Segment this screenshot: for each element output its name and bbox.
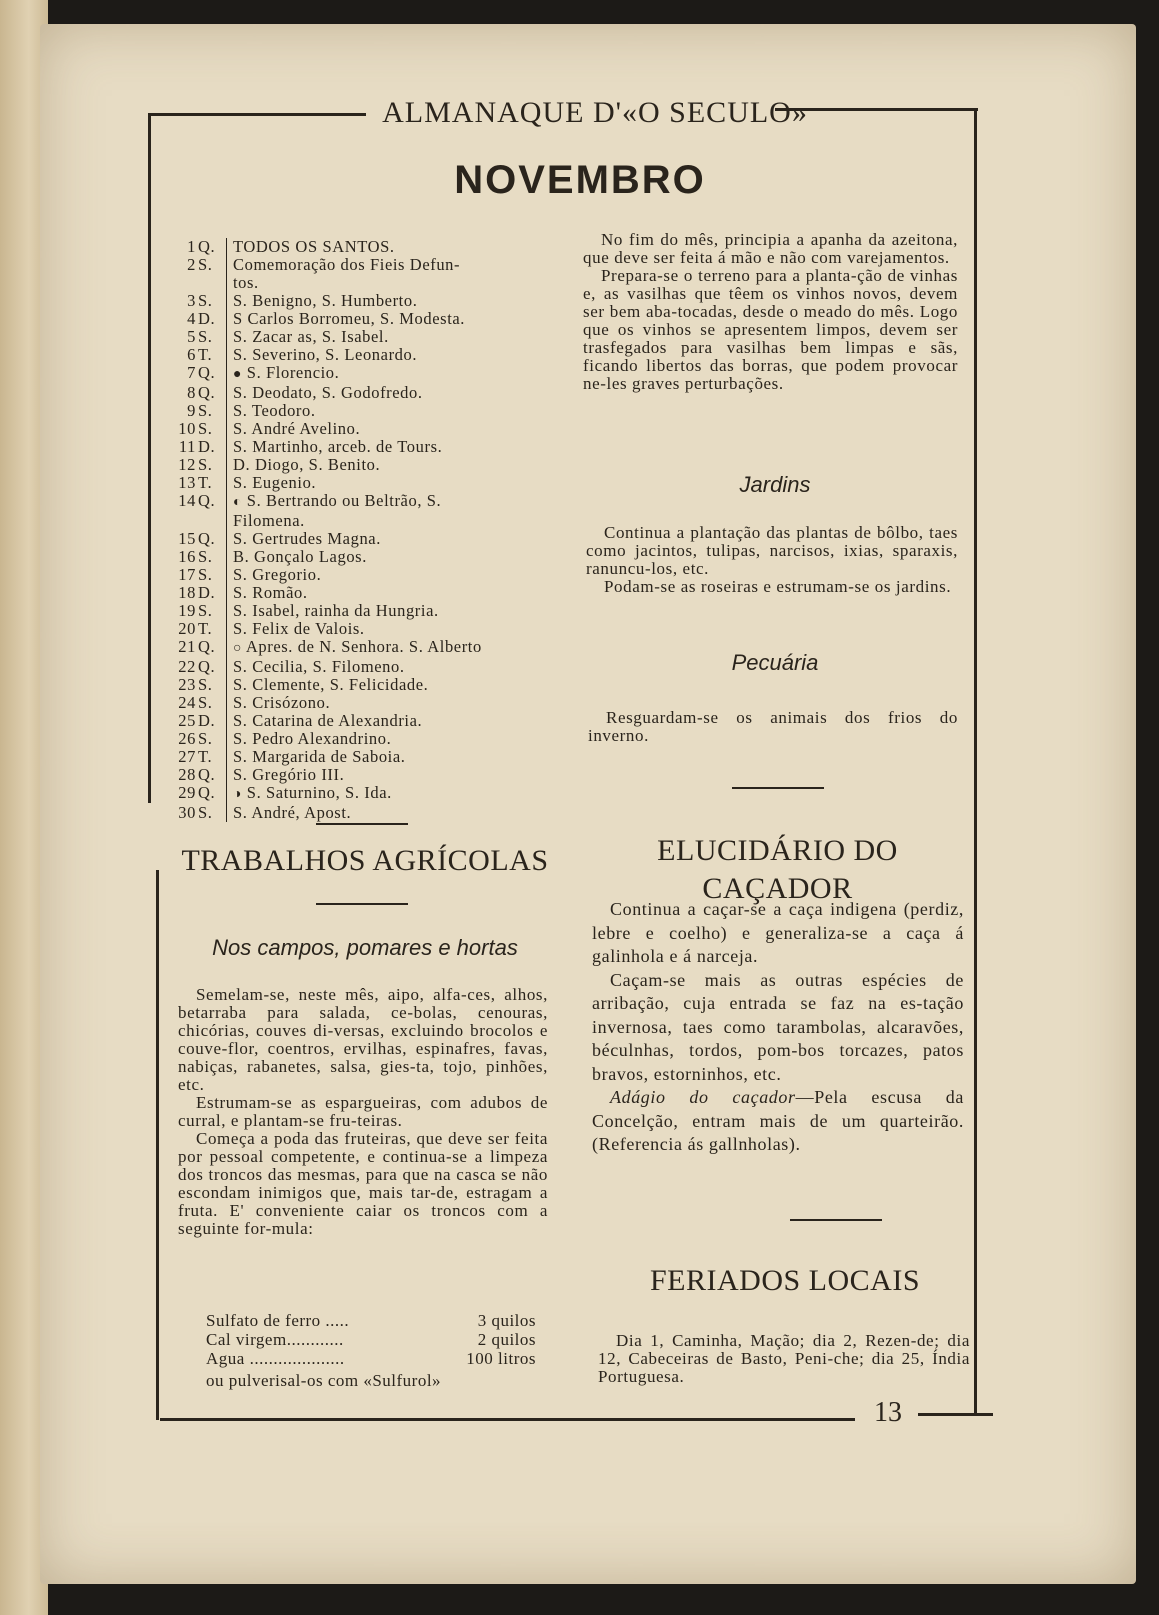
calendar-row: [168, 730, 588, 748]
frame-bottom-right: [918, 1413, 993, 1416]
calendar-weekday: S.: [196, 730, 227, 748]
recipe-item: Cal virgem............: [206, 1330, 344, 1349]
saint-name: S. Saturnino, S. Ida.: [246, 783, 392, 802]
calendar-weekday: Q.: [196, 364, 227, 384]
divider-left-2: [316, 903, 408, 905]
calendar-row: [168, 438, 588, 456]
calendar-weekday: Q.: [196, 238, 227, 256]
calendar-row: [168, 766, 588, 784]
saint-name: S. Teodoro.: [233, 401, 316, 420]
frame-left-lower: [156, 870, 159, 1420]
saint-name: S. Margarida de Saboia.: [233, 747, 406, 766]
calendar-saint: [227, 548, 588, 566]
calendar-weekday: S.: [196, 804, 227, 822]
harvest-paragraph-2: Prepara-se o terreno para a planta-ção de vinhas e, as vasilhas que têem os vinhos novos, devem ser bem aba-tocadas, desde o meado do mês. Logo que os vinhos se apresentem limpos, devem ser trasfegados para vasilhas bem limpas e sãs, ficando libertos das borras, que podem provocar ne-les graves perturbações.: [583, 266, 958, 393]
saint-name: S. Gertrudes Magna.: [233, 529, 381, 548]
calendar-saint: [227, 474, 588, 492]
calendar-day: 16: [178, 547, 196, 566]
calendar-saint: [227, 420, 588, 438]
recipe-table: [206, 1311, 536, 1390]
adagio-text: —Pela escusa da Concelção, entram mais de um quarteirão. (Referencia ás gallnholas).: [592, 1087, 964, 1154]
calendar-day: 30: [178, 803, 196, 822]
calendar-day: 6: [187, 345, 196, 364]
calendar-saint: [227, 784, 588, 804]
calendar-saint: [227, 328, 588, 346]
saint-name: S. Benigno, S. Humberto.: [233, 291, 418, 310]
recipe-qty: 100 litros: [466, 1349, 536, 1368]
calendar-saint: [227, 584, 588, 602]
calendar-weekday: Q.: [196, 638, 227, 658]
calendar-weekday: S.: [196, 420, 227, 438]
frame-right: [974, 110, 977, 1415]
calendar-weekday: S.: [196, 566, 227, 584]
calendar-saint: [227, 238, 588, 256]
calendar-row: [168, 474, 588, 492]
calendar-day: 9: [187, 401, 196, 420]
calendar-saint: [227, 492, 588, 530]
page-number: 13: [858, 1396, 918, 1430]
calendar-weekday: Q.: [196, 492, 227, 530]
calendar-weekday: Q.: [196, 658, 227, 676]
feriados-title: FERIADOS LOCAIS: [649, 1264, 921, 1297]
cacador-adagio: [592, 1086, 964, 1157]
calendar-row: [168, 492, 588, 530]
calendar-day: 25: [178, 711, 196, 730]
calendar-day: 5: [187, 327, 196, 346]
recipe-qty: 2 quilos: [477, 1330, 536, 1349]
moon-phase-icon: ◑: [233, 787, 243, 802]
calendar-day: 28: [178, 765, 196, 784]
calendar-day: 22: [178, 657, 196, 676]
calendar-saint: [227, 804, 588, 822]
calendar-day: 17: [178, 565, 196, 584]
calendar-day: 3: [187, 291, 196, 310]
calendar-day: 26: [178, 729, 196, 748]
calendar-day: 11: [178, 437, 196, 456]
calendar-row: [168, 328, 588, 346]
calendar-day: 19: [178, 601, 196, 620]
calendar-saint: [227, 346, 588, 364]
saints-calendar: [168, 238, 588, 822]
saint-name: S. Felix de Valois.: [233, 619, 365, 638]
calendar-row: [168, 256, 588, 292]
calendar-day: 15: [178, 529, 196, 548]
calendar-saint: [227, 766, 588, 784]
calendar-day: 4: [187, 309, 196, 328]
calendar-day: 27: [178, 747, 196, 766]
saint-name: S. Martinho, arceb. de Tours.: [233, 437, 443, 456]
calendar-weekday: Q.: [196, 530, 227, 548]
trabalhos-paragraph-1: Semelam-se, neste mês, aipo, alfa-ces, alhos, betarraba para salada, ce-bolas, cenouras, chicórias, couves di-versas, excluindo brocolos e couve-flor, coentros, ervilhas, espinafres, favas, nabiças, rabanetes, salsa, gies-ta, tojo, pinhões, etc.: [178, 985, 548, 1094]
moon-phase-icon: ◐: [233, 495, 243, 510]
recipe-row-1: [206, 1311, 536, 1330]
calendar-row: [168, 712, 588, 730]
calendar-weekday: D.: [196, 310, 227, 328]
calendar-day: 18: [178, 583, 196, 602]
moon-phase-icon: ○: [233, 641, 243, 656]
calendar-row: [168, 292, 588, 310]
calendar-row: [168, 784, 588, 804]
calendar-saint: [227, 620, 588, 638]
trabalhos-title: TRABALHOS AGRÍCOLAS: [181, 844, 549, 877]
calendar-day: 21: [178, 637, 196, 656]
cacador-title: ELUCIDÁRIO DO CAÇADOR: [657, 834, 898, 905]
recipe-qty: 3 quilos: [477, 1311, 536, 1330]
calendar-saint: [227, 602, 588, 620]
saint-name: S. Crisózono.: [233, 693, 331, 712]
frame-left: [148, 113, 151, 803]
calendar-weekday: S.: [196, 694, 227, 712]
calendar-day: 8: [187, 383, 196, 402]
saint-name: TODOS OS SANTOS.: [233, 237, 395, 256]
divider-right-2: [790, 1219, 882, 1221]
calendar-row: [168, 364, 588, 384]
calendar-weekday: Q.: [196, 766, 227, 784]
calendar-row: [168, 346, 588, 364]
calendar-row: [168, 602, 588, 620]
calendar-saint: [227, 530, 588, 548]
calendar-row: [168, 402, 588, 420]
calendar-row: [168, 620, 588, 638]
calendar-row: [168, 456, 588, 474]
calendar-saint: [227, 256, 588, 292]
saint-name: S. Romão.: [233, 583, 308, 602]
saint-name: S Carlos Borromeu, S. Modesta.: [233, 309, 466, 328]
jardins-paragraph-2: Podam-se as roseiras e estrumam-se os jardins.: [604, 577, 952, 596]
calendar-weekday: S.: [196, 456, 227, 474]
calendar-weekday: Q.: [196, 784, 227, 804]
saint-name: S. Gregorio.: [233, 565, 322, 584]
cacador-text: [592, 898, 964, 1157]
calendar-weekday: S.: [196, 256, 227, 292]
divider-right-1: [732, 787, 824, 789]
calendar-day: 29: [178, 783, 196, 802]
saint-name: S. Isabel, rainha da Hungria.: [233, 601, 439, 620]
calendar-weekday: Q.: [196, 384, 227, 402]
recipe-row-2: [206, 1330, 536, 1349]
recipe-row-3: [206, 1349, 536, 1368]
feriados-paragraph-1: Dia 1, Caminha, Mação; dia 2, Rezen-de; dia 12, Cabeceiras de Basto, Peni-che; dia 25, Índia Portuguesa.: [598, 1331, 970, 1386]
calendar-weekday: T.: [196, 620, 227, 638]
saint-name: Apres. de N. Senhora. S. Alberto: [245, 637, 482, 656]
calendar-row: [168, 804, 588, 822]
calendar-row: [168, 748, 588, 766]
trabalhos-subtitle: Nos campos, pomares e hortas: [212, 935, 518, 960]
calendar-row: [168, 676, 588, 694]
jardins-paragraph-1: Continua a plantação das plantas de bôlbo, taes como jacintos, tulipas, narcisos, ixias, sparaxis, ranuncu-los, etc.: [586, 523, 958, 578]
saint-name: S. Catarina de Alexandria.: [233, 711, 423, 730]
divider-left-1: [316, 823, 408, 825]
calendar-saint: [227, 712, 588, 730]
saint-name: B. Gonçalo Lagos.: [233, 547, 367, 566]
calendar-row: [168, 310, 588, 328]
pecuaria-text: [588, 709, 958, 745]
calendar-day: 23: [178, 675, 196, 694]
calendar-saint: [227, 730, 588, 748]
saint-name: Comemoração dos Fieis Defun- tos.: [233, 255, 461, 292]
saint-name: S. Eugenio.: [233, 473, 317, 492]
calendar-weekday: S.: [196, 602, 227, 620]
calendar-day: 12: [178, 455, 196, 474]
frame-bottom-left: [160, 1418, 855, 1421]
feriados-text: [598, 1332, 970, 1386]
calendar-saint: [227, 748, 588, 766]
calendar-saint: [227, 676, 588, 694]
saint-name: S. Clemente, S. Felicidade.: [233, 675, 429, 694]
calendar-weekday: D.: [196, 584, 227, 602]
calendar-weekday: T.: [196, 474, 227, 492]
calendar-row: [168, 548, 588, 566]
saint-name: S. Gregório III.: [233, 765, 345, 784]
recipe-item: Agua ....................: [206, 1349, 345, 1368]
saint-name: S. Zacar as, S. Isabel.: [233, 327, 389, 346]
calendar-weekday: D.: [196, 438, 227, 456]
calendar-weekday: S.: [196, 548, 227, 566]
calendar-saint: [227, 658, 588, 676]
month-title: NOVEMBRO: [454, 158, 706, 202]
calendar-row: [168, 530, 588, 548]
calendar-saint: [227, 310, 588, 328]
saint-name: D. Diogo, S. Benito.: [233, 455, 381, 474]
calendar-weekday: S.: [196, 402, 227, 420]
calendar-day: 7: [187, 363, 196, 382]
calendar-day: 13: [178, 473, 196, 492]
saint-name: S. Severino, S. Leonardo.: [233, 345, 418, 364]
moon-phase-icon: ●: [233, 367, 243, 382]
calendar-saint: [227, 438, 588, 456]
calendar-saint: [227, 638, 588, 658]
calendar-day: 14: [178, 491, 196, 510]
recipe-end: ou pulverisal-os com «Sulfurol»: [206, 1371, 442, 1390]
calendar-day: 2: [187, 255, 196, 274]
trabalhos-text: [178, 986, 548, 1238]
saint-name: S. Florencio.: [246, 363, 340, 382]
pecuaria-paragraph-1: Resguardam-se os animais dos frios do inverno.: [588, 708, 958, 745]
calendar-saint: [227, 694, 588, 712]
calendar-row: [168, 658, 588, 676]
cacador-paragraph-1: Continua a caçar-se a caça indigena (perdiz, lebre e coelho) e generaliza-se a caça á galinhola e á narceja.: [592, 899, 964, 966]
pecuaria-title: Pecuária: [731, 650, 819, 675]
calendar-saint: [227, 364, 588, 384]
saint-name: S. Deodato, S. Godofredo.: [233, 383, 423, 402]
jardins-title: Jardins: [739, 472, 811, 497]
calendar-row: [168, 638, 588, 658]
calendar-row: [168, 566, 588, 584]
frame-top-left: [148, 113, 366, 116]
saint-name: S. Pedro Alexandrino.: [233, 729, 392, 748]
calendar-weekday: S.: [196, 328, 227, 346]
calendar-weekday: S.: [196, 292, 227, 310]
saint-name: S. Cecilia, S. Filomeno.: [233, 657, 405, 676]
saint-name: S. André Avelino.: [233, 419, 361, 438]
calendar-day: 10: [178, 419, 196, 438]
harvest-notes: [583, 231, 958, 393]
calendar-weekday: T.: [196, 346, 227, 364]
calendar-row: [168, 584, 588, 602]
calendar-row: [168, 238, 588, 256]
calendar-weekday: D.: [196, 712, 227, 730]
calendar-row: [168, 420, 588, 438]
calendar-day: 20: [178, 619, 196, 638]
harvest-paragraph-1: No fim do mês, principia a apanha da azeitona, que deve ser feita á mão e não com varejamentos.: [583, 230, 958, 267]
calendar-weekday: T.: [196, 748, 227, 766]
calendar-row: [168, 384, 588, 402]
calendar-saint: [227, 402, 588, 420]
calendar-saint: [227, 292, 588, 310]
calendar-saint: [227, 384, 588, 402]
saint-name: S. André, Apost.: [233, 803, 352, 822]
almanac-title: ALMANAQUE D'«O SECULO»: [382, 96, 808, 129]
cacador-paragraph-2: Caçam-se mais as outras espécies de arribação, cuja entrada se faz na es-tação invernosa, taes como tarambolas, alcaravões, béculnhas, tordos, pom-bos torcazes, patos bravos, estorninhos, etc.: [592, 969, 964, 1084]
trabalhos-paragraph-2: Estrumam-se as espargueiras, com adubos de curral, e plantam-se fru-teiras.: [178, 1093, 548, 1130]
calendar-day: 24: [178, 693, 196, 712]
trabalhos-paragraph-3: Começa a poda das fruteiras, que deve ser feita por pessoal competente, e continua-se a limpeza dos troncos das mesmas, para que na casca se não escondam inimigos que, mais tar-de, estragam a fruta. E' conveniente caiar os troncos com a seguinte for-mula:: [178, 1129, 548, 1238]
calendar-row: [168, 694, 588, 712]
calendar-saint: [227, 566, 588, 584]
calendar-weekday: S.: [196, 676, 227, 694]
calendar-saint: [227, 456, 588, 474]
jardins-text: [586, 524, 958, 596]
recipe-item: Sulfato de ferro .....: [206, 1311, 350, 1330]
saint-name: S. Bertrando ou Beltrão, S. Filomena.: [233, 491, 442, 530]
calendar-day: 1: [187, 237, 196, 256]
adagio-label: Adágio do caçador: [610, 1087, 796, 1107]
